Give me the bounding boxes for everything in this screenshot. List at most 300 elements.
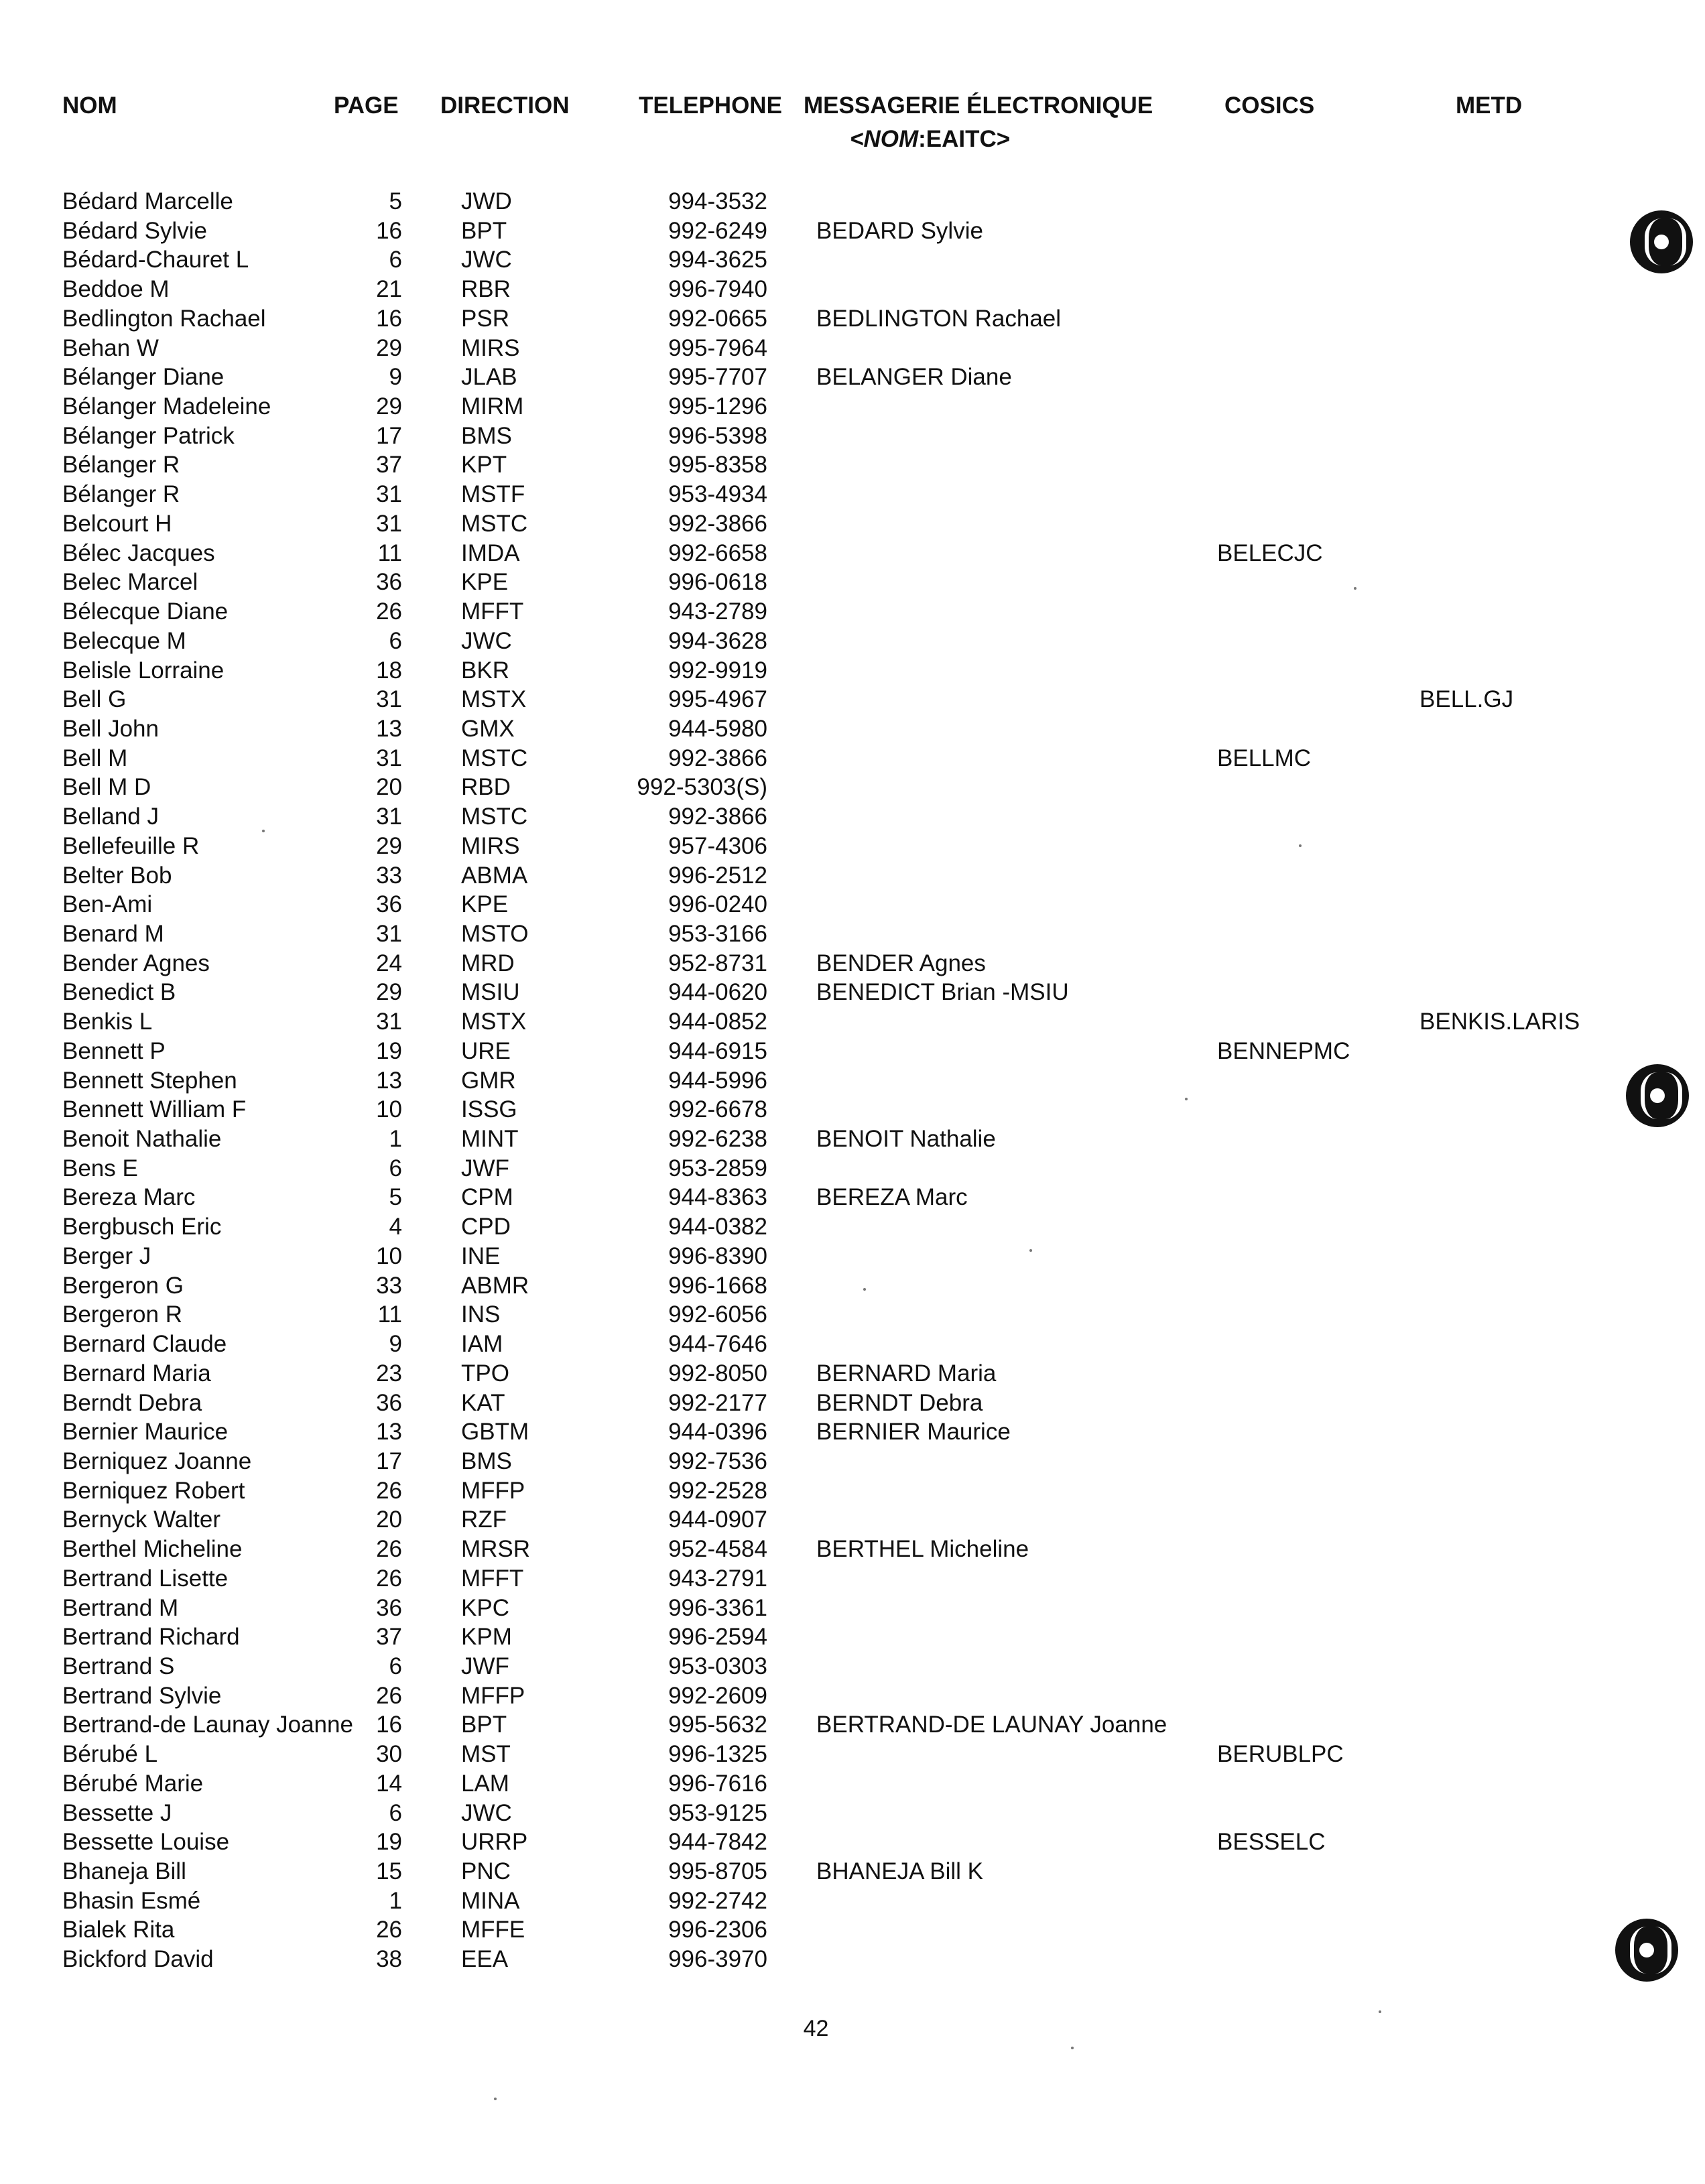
table-row [0, 1300, 1705, 1330]
name-cell: Bernier Maurice [62, 1419, 229, 1446]
telephone-cell: 996-5398 [668, 422, 767, 449]
telephone-cell: 992-7536 [668, 1448, 767, 1474]
name-cell: Bhasin Esmé [62, 1887, 201, 1914]
table-row [0, 861, 1705, 891]
page-cell: 16 [376, 217, 402, 244]
scan-speck [262, 830, 265, 832]
page-cell: 31 [376, 1009, 402, 1035]
scan-speck [863, 1288, 866, 1291]
page-cell: 26 [376, 1536, 402, 1563]
cosics-cell: BENNEPMC [1217, 1037, 1350, 1064]
name-cell: Bergeron G [62, 1272, 184, 1299]
table-row [0, 334, 1705, 363]
table-row [0, 1740, 1705, 1769]
name-cell: Bell John [62, 715, 159, 742]
email-cell: BHANEJA Bill K [816, 1858, 983, 1885]
telephone-cell: 944-8363 [668, 1184, 767, 1211]
scan-speck [1299, 844, 1302, 847]
name-cell: Bereza Marc [62, 1184, 196, 1211]
telephone-cell: 953-3166 [668, 921, 767, 947]
telephone-cell: 992-6056 [668, 1301, 767, 1328]
name-cell: Bérubé Marie [62, 1770, 204, 1797]
name-cell: Berniquez Joanne [62, 1448, 252, 1474]
header-metd: METD [1456, 92, 1523, 119]
table-row [0, 744, 1705, 773]
page-cell: 9 [389, 1331, 402, 1358]
page-cell: 5 [389, 188, 402, 214]
telephone-cell: 995-7964 [668, 334, 767, 361]
direction-cell: PSR [461, 305, 509, 332]
direction-cell: JWC [461, 1799, 512, 1826]
direction-cell: KPT [461, 452, 507, 478]
name-cell: Bélanger R [62, 481, 180, 508]
table-row [0, 1564, 1705, 1594]
header-page: PAGE [334, 92, 399, 119]
page-cell: 23 [376, 1360, 402, 1387]
header-messagerie: MESSAGERIE ÉLECTRONIQUE [804, 92, 1153, 119]
name-cell: Bédard Marcelle [62, 188, 233, 214]
direction-cell: KAT [461, 1389, 505, 1416]
page-cell: 19 [376, 1037, 402, 1064]
scan-speck [1354, 587, 1356, 590]
direction-cell: MINA [461, 1887, 520, 1914]
direction-cell: GBTM [461, 1419, 529, 1446]
page-cell: 29 [376, 979, 402, 1006]
telephone-cell: 996-7940 [668, 276, 767, 303]
page-cell: 9 [389, 364, 402, 391]
page-cell: 17 [376, 1448, 402, 1474]
direction-cell: TPO [461, 1360, 509, 1387]
table-row [0, 1417, 1705, 1447]
page-cell: 37 [376, 452, 402, 478]
table-row [0, 1330, 1705, 1359]
page-cell: 14 [376, 1770, 402, 1797]
direction-cell: GMX [461, 715, 515, 742]
name-cell: Bertrand Sylvie [62, 1682, 222, 1709]
table-row [0, 1622, 1705, 1652]
direction-cell: PNC [461, 1858, 511, 1885]
direction-cell: RBR [461, 276, 511, 303]
table-row [0, 1710, 1705, 1740]
telephone-cell: 992-3866 [668, 804, 767, 830]
table-row [0, 685, 1705, 714]
table-row [0, 1505, 1705, 1535]
telephone-cell: 996-3361 [668, 1594, 767, 1621]
name-cell: Bennett William F [62, 1096, 247, 1123]
name-cell: Berniquez Robert [62, 1477, 245, 1504]
direction-cell: JWD [461, 188, 512, 214]
scan-speck [1379, 2010, 1381, 2013]
telephone-cell: 994-3628 [668, 627, 767, 654]
table-row [0, 1476, 1705, 1506]
table-row [0, 1652, 1705, 1681]
direction-cell: ISSG [461, 1096, 517, 1123]
page-cell: 6 [389, 247, 402, 273]
telephone-cell: 953-9125 [668, 1799, 767, 1826]
page-cell: 26 [376, 598, 402, 625]
telephone-cell: 995-8705 [668, 1858, 767, 1885]
page-cell: 36 [376, 891, 402, 918]
name-cell: Benkis L [62, 1009, 153, 1035]
page-cell: 24 [376, 950, 402, 976]
table-row [0, 714, 1705, 744]
name-cell: Bertrand M [62, 1594, 179, 1621]
telephone-cell: 992-6658 [668, 539, 767, 566]
page-cell: 26 [376, 1565, 402, 1592]
direction-cell: URRP [461, 1829, 528, 1856]
page-cell: 33 [376, 862, 402, 889]
binder-hole-icon [1615, 1919, 1678, 1982]
direction-cell: CPM [461, 1184, 513, 1211]
email-cell: BEREZA Marc [816, 1184, 968, 1211]
telephone-cell: 996-3970 [668, 1946, 767, 1973]
email-cell: BENDER Agnes [816, 950, 986, 976]
telephone-cell: 995-8358 [668, 452, 767, 478]
page-cell: 31 [376, 745, 402, 771]
page-cell: 6 [389, 1799, 402, 1826]
name-cell: Bergeron R [62, 1301, 182, 1328]
name-cell: Berger J [62, 1242, 151, 1269]
table-row [0, 1827, 1705, 1857]
page-cell: 20 [376, 1506, 402, 1533]
table-row [0, 773, 1705, 802]
table-row [0, 245, 1705, 275]
table-row [0, 949, 1705, 978]
table-row [0, 1359, 1705, 1389]
table-row [0, 1915, 1705, 1945]
direction-cell: MSTX [461, 1009, 527, 1035]
email-cell: BERNDT Debra [816, 1389, 983, 1416]
page-cell: 6 [389, 1155, 402, 1181]
name-cell: Bélanger Diane [62, 364, 225, 391]
name-cell: Berthel Micheline [62, 1536, 243, 1563]
table-row [0, 802, 1705, 832]
email-cell: BERTHEL Micheline [816, 1536, 1029, 1563]
telephone-cell: 992-6238 [668, 1126, 767, 1153]
telephone-cell: 992-8050 [668, 1360, 767, 1387]
email-cell: BEDARD Sylvie [816, 217, 983, 244]
scan-speck [1029, 1249, 1032, 1252]
name-cell: Bender Agnes [62, 950, 210, 976]
telephone-cell: 944-0620 [668, 979, 767, 1006]
direction-cell: MIRM [461, 393, 524, 420]
page-cell: 29 [376, 334, 402, 361]
name-cell: Bessette Louise [62, 1829, 230, 1856]
page-cell: 10 [376, 1096, 402, 1123]
name-cell: Benoit Nathalie [62, 1126, 222, 1153]
name-cell: Bélanger R [62, 452, 180, 478]
email-cell: BERNIER Maurice [816, 1419, 1011, 1446]
page-cell: 6 [389, 1653, 402, 1679]
telephone-cell: 996-1325 [668, 1741, 767, 1768]
table-row [0, 1769, 1705, 1799]
direction-cell: KPE [461, 569, 509, 596]
cosics-cell: BELLMC [1217, 745, 1312, 771]
table-row [0, 1125, 1705, 1154]
cosics-cell: BESSELC [1217, 1829, 1326, 1856]
page-number: 42 [803, 2016, 829, 2041]
name-cell: Bedlington Rachael [62, 305, 266, 332]
table-row [0, 1095, 1705, 1125]
email-cell: BELANGER Diane [816, 364, 1012, 391]
header-nom: NOM [62, 92, 117, 119]
telephone-cell: 953-4934 [668, 481, 767, 508]
direction-cell: INE [461, 1242, 501, 1269]
telephone-cell: 994-3532 [668, 188, 767, 214]
table-row [0, 1066, 1705, 1096]
direction-cell: JWF [461, 1155, 509, 1181]
table-row [0, 1799, 1705, 1828]
name-cell: Bickford David [62, 1946, 214, 1973]
telephone-cell: 996-8390 [668, 1242, 767, 1269]
page-cell: 36 [376, 1389, 402, 1416]
telephone-cell: 952-4584 [668, 1536, 767, 1563]
page-cell: 36 [376, 1594, 402, 1621]
telephone-cell: 996-7616 [668, 1770, 767, 1797]
table-row [0, 656, 1705, 686]
direction-cell: MSTC [461, 804, 528, 830]
telephone-cell: 992-3866 [668, 510, 767, 537]
telephone-cell: 944-0907 [668, 1506, 767, 1533]
table-row [0, 422, 1705, 451]
direction-cell: JLAB [461, 364, 517, 391]
metd-cell: BELL.GJ [1419, 686, 1514, 713]
header-messagerie-format-italic: <NOM [850, 126, 919, 152]
telephone-cell: 944-5980 [668, 715, 767, 742]
name-cell: Belcourt H [62, 510, 172, 537]
email-cell: BERTRAND-DE LAUNAY Joanne [816, 1712, 1167, 1738]
table-row [0, 216, 1705, 246]
name-cell: Belec Marcel [62, 569, 198, 596]
page-cell: 1 [389, 1126, 402, 1153]
table-row [0, 1242, 1705, 1271]
page-cell: 5 [389, 1184, 402, 1211]
telephone-cell: 992-0665 [668, 305, 767, 332]
table-row [0, 1594, 1705, 1623]
direction-cell: KPE [461, 891, 509, 918]
page-cell: 20 [376, 774, 402, 801]
direction-cell: MFFE [461, 1917, 525, 1943]
name-cell: Beddoe M [62, 276, 170, 303]
telephone-cell: 957-4306 [668, 832, 767, 859]
telephone-cell: 992-2528 [668, 1477, 767, 1504]
table-row [0, 304, 1705, 334]
table-row [0, 832, 1705, 861]
telephone-cell: 943-2791 [668, 1565, 767, 1592]
page-cell: 36 [376, 569, 402, 596]
direction-cell: MSTC [461, 510, 528, 537]
telephone-cell: 953-2859 [668, 1155, 767, 1181]
name-cell: Bérubé L [62, 1741, 158, 1768]
telephone-cell: 992-2742 [668, 1887, 767, 1914]
telephone-cell: 996-2306 [668, 1917, 767, 1943]
telephone-cell: 992-2177 [668, 1389, 767, 1416]
page-cell: 6 [389, 627, 402, 654]
direction-cell: MIRS [461, 334, 520, 361]
direction-cell: ABMA [461, 862, 528, 889]
direction-cell: MSTF [461, 481, 525, 508]
email-cell: BENEDICT Brian -MSIU [816, 979, 1069, 1006]
direction-cell: INS [461, 1301, 501, 1328]
telephone-cell: 992-2609 [668, 1682, 767, 1709]
telephone-cell: 994-3625 [668, 247, 767, 273]
page-cell: 11 [377, 1301, 402, 1328]
telephone-cell: 995-5632 [668, 1712, 767, 1738]
name-cell: Belland J [62, 804, 159, 830]
telephone-cell: 952-8731 [668, 950, 767, 976]
table-row [0, 392, 1705, 422]
name-cell: Benard M [62, 921, 164, 947]
name-cell: Bélanger Patrick [62, 422, 235, 449]
table-row [0, 597, 1705, 627]
name-cell: Bell G [62, 686, 127, 713]
table-row [0, 568, 1705, 597]
name-cell: Belisle Lorraine [62, 657, 225, 684]
telephone-cell: 992-6678 [668, 1096, 767, 1123]
telephone-cell: 992-9919 [668, 657, 767, 684]
page-cell: 31 [376, 510, 402, 537]
name-cell: Bessette J [62, 1799, 172, 1826]
direction-cell: BKR [461, 657, 509, 684]
table-row [0, 1857, 1705, 1886]
name-cell: Bhaneja Bill [62, 1858, 186, 1885]
name-cell: Bédard-Chauret L [62, 247, 249, 273]
table-row [0, 450, 1705, 480]
telephone-cell: 996-1668 [668, 1272, 767, 1299]
name-cell: Belecque M [62, 627, 186, 654]
page-cell: 4 [389, 1214, 402, 1240]
table-row [0, 1945, 1705, 1974]
table-row [0, 509, 1705, 539]
direction-cell: LAM [461, 1770, 509, 1797]
direction-cell: RZF [461, 1506, 507, 1533]
name-cell: Bertrand-de Launay Joanne [62, 1712, 353, 1738]
table-row [0, 363, 1705, 392]
page-cell: 26 [376, 1917, 402, 1943]
telephone-cell: 996-0240 [668, 891, 767, 918]
table-row [0, 480, 1705, 509]
direction-cell: EEA [461, 1946, 509, 1973]
email-cell: BENOIT Nathalie [816, 1126, 996, 1153]
table-row [0, 1886, 1705, 1916]
scan-speck [1071, 2047, 1074, 2049]
telephone-cell: 943-2789 [668, 598, 767, 625]
telephone-cell: 992-6249 [668, 217, 767, 244]
page-cell: 16 [376, 305, 402, 332]
direction-cell: ABMR [461, 1272, 529, 1299]
direction-cell: BMS [461, 1448, 512, 1474]
direction-cell: MFFT [461, 1565, 524, 1592]
page-cell: 18 [376, 657, 402, 684]
page-cell: 31 [376, 686, 402, 713]
page-cell: 29 [376, 832, 402, 859]
page-cell: 13 [376, 1067, 402, 1094]
header-direction: DIRECTION [440, 92, 570, 119]
name-cell: Bellefeuille R [62, 832, 200, 859]
table-row [0, 1535, 1705, 1564]
table-row [0, 919, 1705, 949]
name-cell: Bergbusch Eric [62, 1214, 222, 1240]
page-cell: 26 [376, 1682, 402, 1709]
direction-cell: MRSR [461, 1536, 531, 1563]
cosics-cell: BELECJC [1217, 539, 1323, 566]
table-row [0, 1183, 1705, 1212]
direction-cell: MINT [461, 1126, 519, 1153]
name-cell: Behan W [62, 334, 159, 361]
direction-cell: JWC [461, 247, 512, 273]
direction-cell: MSTC [461, 745, 528, 771]
telephone-cell: 944-0396 [668, 1419, 767, 1446]
direction-cell: IMDA [461, 539, 520, 566]
telephone-cell: 992-5303(S) [637, 774, 767, 801]
name-cell: Ben-Ami [62, 891, 153, 918]
telephone-cell: 995-1296 [668, 393, 767, 420]
page-cell: 31 [376, 921, 402, 947]
direction-cell: GMR [461, 1067, 516, 1094]
page-cell: 16 [376, 1712, 402, 1738]
header-messagerie-format [850, 126, 1010, 153]
telephone-cell: 992-3866 [668, 745, 767, 771]
telephone-cell: 944-7842 [668, 1829, 767, 1856]
name-cell: Berndt Debra [62, 1389, 202, 1416]
table-row [0, 187, 1705, 216]
direction-cell: MIRS [461, 832, 520, 859]
name-cell: Bélecque Diane [62, 598, 229, 625]
direction-cell: JWC [461, 627, 512, 654]
direction-cell: MFFP [461, 1477, 525, 1504]
page-cell: 33 [376, 1272, 402, 1299]
scan-speck [1185, 1098, 1188, 1100]
cosics-cell: BERUBLPC [1217, 1741, 1344, 1768]
name-cell: Bélec Jacques [62, 539, 215, 566]
name-cell: Bertrand Lisette [62, 1565, 229, 1592]
telephone-cell: 944-5996 [668, 1067, 767, 1094]
direction-cell: BPT [461, 217, 507, 244]
telephone-cell: 996-2512 [668, 862, 767, 889]
name-cell: Bernyck Walter [62, 1506, 220, 1533]
page-cell: 30 [376, 1741, 402, 1768]
page-cell: 38 [376, 1946, 402, 1973]
table-row [0, 890, 1705, 919]
table-row [0, 978, 1705, 1007]
direction-cell: MRD [461, 950, 515, 976]
name-cell: Bell M [62, 745, 128, 771]
direction-cell: MSIU [461, 979, 520, 1006]
direction-cell: BMS [461, 422, 512, 449]
table-row [0, 1007, 1705, 1037]
table-row [0, 1037, 1705, 1066]
direction-cell: JWF [461, 1653, 509, 1679]
header-telephone: TELEPHONE [639, 92, 782, 119]
table-row [0, 1447, 1705, 1476]
email-cell: BERNARD Maria [816, 1360, 997, 1387]
email-cell: BEDLINGTON Rachael [816, 305, 1062, 332]
direction-cell: IAM [461, 1331, 503, 1358]
name-cell: Bertrand Richard [62, 1624, 240, 1651]
table-row [0, 1271, 1705, 1301]
direction-cell: MFFT [461, 598, 524, 625]
page-cell: 17 [376, 422, 402, 449]
name-cell: Benedict B [62, 979, 176, 1006]
binder-hole-icon [1630, 210, 1693, 273]
name-cell: Bennett P [62, 1037, 166, 1064]
table-row [0, 1389, 1705, 1418]
table-row [0, 1212, 1705, 1242]
telephone-cell: 995-7707 [668, 364, 767, 391]
header-cosics: COSICS [1224, 92, 1315, 119]
page-cell: 19 [376, 1829, 402, 1856]
name-cell: Bélanger Madeleine [62, 393, 271, 420]
